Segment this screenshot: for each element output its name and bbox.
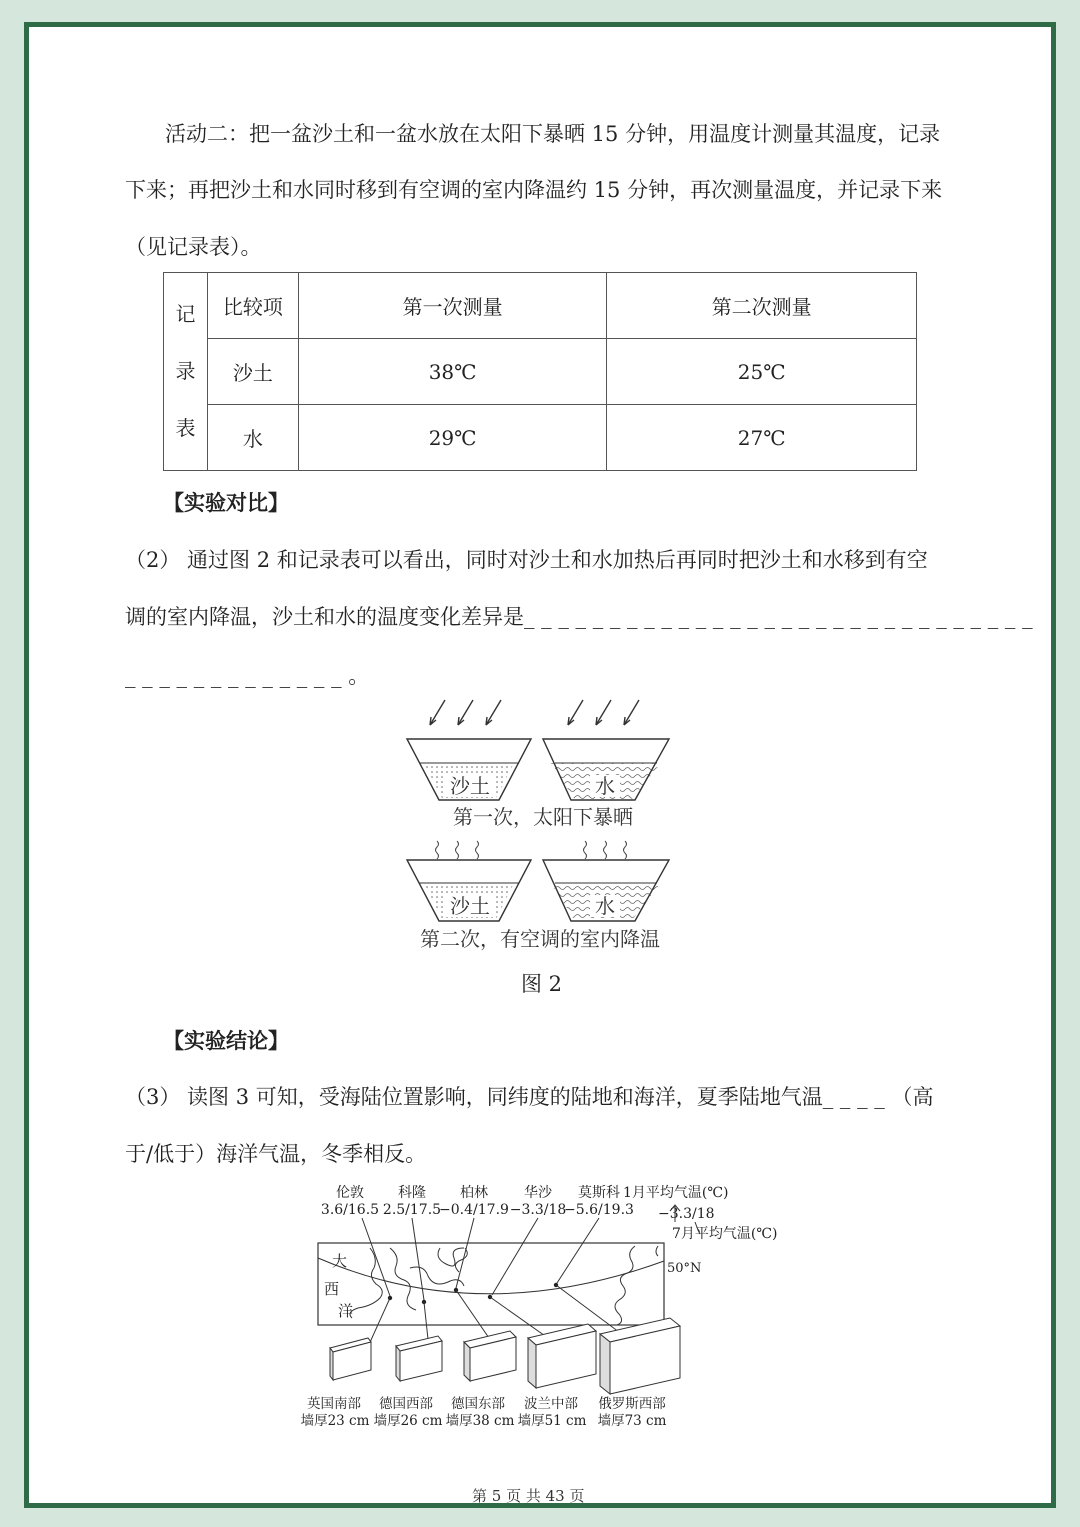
header-compare-item: 比较项 xyxy=(207,273,298,339)
basin-water-first xyxy=(543,739,669,800)
wall-label-east-germany: 德国东部 xyxy=(451,1396,505,1412)
row-second: 27℃ xyxy=(607,405,917,471)
wall-label-russia: 俄罗斯西部 xyxy=(598,1396,666,1412)
row-first: 29℃ xyxy=(298,405,607,471)
record-table xyxy=(163,272,917,471)
sun-arrows xyxy=(430,700,639,725)
table-header-row xyxy=(164,273,917,339)
q2-line-2: 调的室内降温，沙土和水的温度变化差异是_ _ _ _ _ _ _ _ _ _ _ _ _ _ _ _ _ _ _ _ _ _ _ _ _ _ _ _ _ _ xyxy=(125,605,1033,629)
figure-2-caption-first: 第一次，太阳下暴晒 xyxy=(453,805,633,829)
svg-text:墙厚38 cm: 墙厚38 cm xyxy=(445,1413,515,1429)
city-warsaw: 华沙 xyxy=(524,1185,552,1201)
wall-label-poland: 波兰中部 xyxy=(524,1396,578,1412)
svg-text:−5.6/19.3: −5.6/19.3 xyxy=(564,1202,634,1218)
svg-text:沙土: 沙土 xyxy=(450,894,490,918)
svg-text:洋: 洋 xyxy=(338,1302,354,1320)
city-berlin: 柏林 xyxy=(460,1185,488,1201)
wall-label-england: 英国南部 xyxy=(307,1396,361,1412)
svg-text:墙厚51 cm: 墙厚51 cm xyxy=(517,1413,587,1429)
figure-2-diagram xyxy=(395,695,685,960)
activity-line-1: 活动二：把一盆沙土和一盆水放在太阳下暴晒 15 分钟，用温度计测量其温度，记录 xyxy=(165,122,941,146)
row-item: 沙土 xyxy=(207,339,298,405)
header-first-measure: 第一次测量 xyxy=(298,273,607,339)
svg-text:大: 大 xyxy=(332,1252,348,1270)
city-cologne: 科隆 xyxy=(398,1185,426,1201)
q3-line-1: （3） 读图 3 可知，受海陆位置影响，同纬度的陆地和海洋，夏季陆地气温_ _ _ _ （高 xyxy=(125,1085,934,1109)
legend-example: −3.3/18 xyxy=(658,1206,715,1222)
wall-russia xyxy=(600,1318,680,1394)
section-conclusion-heading: 【实验结论】 xyxy=(163,1028,289,1053)
header-second-measure: 第二次测量 xyxy=(607,273,917,339)
figure-3-map xyxy=(290,1178,800,1433)
svg-text:−0.4/17.9: −0.4/17.9 xyxy=(439,1202,509,1218)
svg-text:墙厚26 cm: 墙厚26 cm xyxy=(373,1413,443,1429)
svg-text:−3.3/18: −3.3/18 xyxy=(509,1202,567,1218)
city-london: 伦敦 xyxy=(336,1185,364,1201)
svg-text:水: 水 xyxy=(595,894,615,918)
wall-england xyxy=(330,1338,371,1380)
figure-2-title: 图 2 xyxy=(521,972,563,996)
wall-label-west-germany: 德国西部 xyxy=(379,1396,433,1412)
basin-soil-first xyxy=(407,739,531,800)
q2-line-3: _ _ _ _ _ _ _ _ _ _ _ _ _ 。 xyxy=(125,664,370,688)
activity-line-2: 下来；再把沙土和水同时移到有空调的室内降温约 15 分钟，再次测量温度，并记录下来 xyxy=(125,178,943,202)
row-second: 25℃ xyxy=(607,339,917,405)
svg-text:西: 西 xyxy=(324,1280,340,1298)
page-footer: 第 5 页 共 43 页 xyxy=(472,1487,585,1505)
legend-july: 7月平均气温(℃) xyxy=(672,1226,778,1242)
q2-line-1: （2） 通过图 2 和记录表可以看出，同时对沙土和水加热后再同时把沙土和水移到有空 xyxy=(125,548,928,572)
activity-line-3: （见记录表）。 xyxy=(125,235,262,259)
row-first: 38℃ xyxy=(298,339,607,405)
row-item: 水 xyxy=(207,405,298,471)
wall-blocks xyxy=(330,1318,680,1394)
basin-soil-second xyxy=(407,860,531,921)
legend-january: 1月平均气温(℃) xyxy=(623,1185,729,1201)
table-side-label: 记 录 表 xyxy=(164,273,208,471)
city-moscow: 莫斯科 xyxy=(578,1185,620,1201)
svg-text:3.6/16.5: 3.6/16.5 xyxy=(320,1202,380,1218)
q3-line-2: 于/低于）海洋气温，冬季相反。 xyxy=(125,1142,427,1166)
svg-text:2.5/17.5: 2.5/17.5 xyxy=(382,1202,442,1218)
cooling-marks xyxy=(436,841,627,859)
table-row xyxy=(164,339,917,405)
svg-text:墙厚23 cm: 墙厚23 cm xyxy=(300,1413,370,1429)
figure-2-caption-second: 第二次，有空调的室内降温 xyxy=(420,927,660,951)
section-compare-heading: 【实验对比】 xyxy=(163,490,289,515)
svg-text:墙厚73 cm: 墙厚73 cm xyxy=(597,1413,667,1429)
wall-east-germany xyxy=(464,1331,516,1381)
map-frame xyxy=(318,1243,664,1325)
svg-text:沙土: 沙土 xyxy=(450,774,490,798)
wall-west-germany xyxy=(396,1336,442,1381)
basin-water-second xyxy=(543,860,669,921)
latitude-label: 50°N xyxy=(667,1261,702,1276)
wall-poland xyxy=(528,1324,596,1388)
svg-text:水: 水 xyxy=(595,774,615,798)
table-row xyxy=(164,405,917,471)
